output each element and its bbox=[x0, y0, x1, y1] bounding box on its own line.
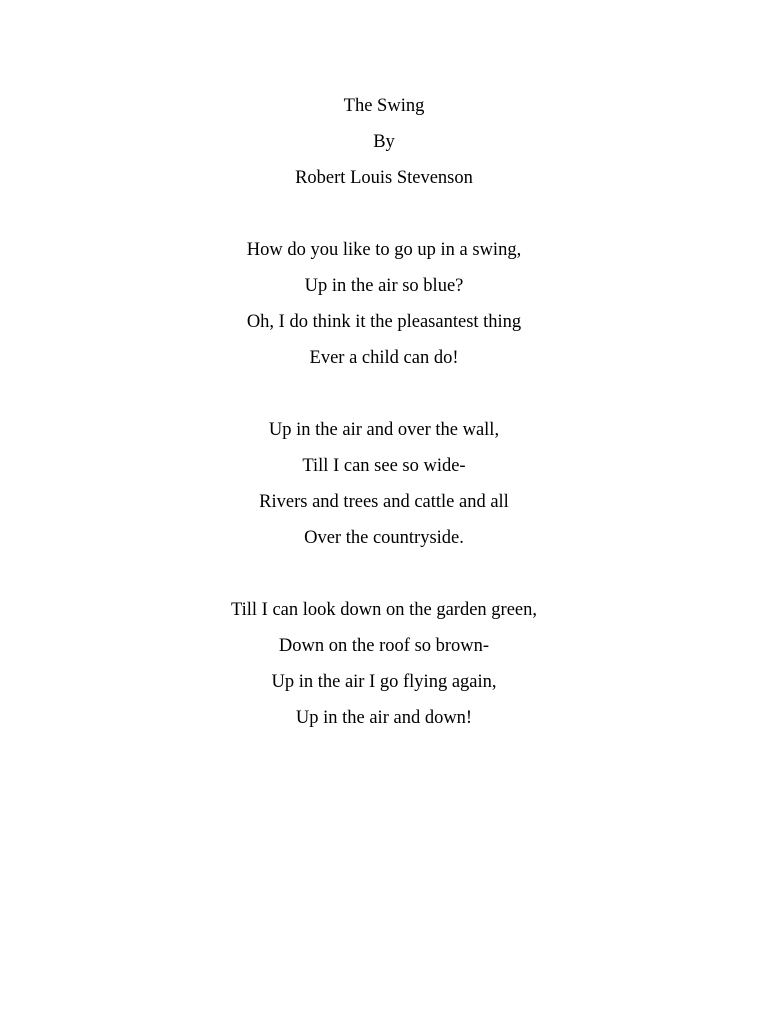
poem-title: The Swing bbox=[343, 96, 425, 116]
poem-line: Up in the air I go flying again, bbox=[271, 672, 497, 692]
poem-line: Up in the air and down! bbox=[295, 708, 473, 728]
stanza-2 bbox=[0, 412, 768, 556]
poem-line: Over the countryside. bbox=[304, 528, 464, 548]
stanza-spacer bbox=[0, 376, 768, 412]
stanza-3 bbox=[0, 592, 768, 736]
poem-line: Oh, I do think it the pleasantest thing bbox=[246, 312, 522, 332]
stanza-spacer bbox=[0, 556, 768, 592]
poem-line: Down on the roof so brown- bbox=[278, 636, 490, 656]
poem-line: Till I can see so wide- bbox=[302, 456, 466, 476]
byline-label: By bbox=[373, 132, 395, 152]
poem-line: Ever a child can do! bbox=[309, 348, 459, 368]
poem-line: Till I can look down on the garden green, bbox=[230, 600, 538, 620]
author-name: Robert Louis Stevenson bbox=[295, 168, 473, 188]
poem-line: How do you like to go up in a swing, bbox=[246, 240, 522, 260]
poem bbox=[0, 88, 768, 736]
stanza-1 bbox=[0, 232, 768, 376]
stanza-spacer bbox=[0, 196, 768, 232]
poem-line: Up in the air and over the wall, bbox=[268, 420, 500, 440]
poem-line: Rivers and trees and cattle and all bbox=[259, 492, 509, 512]
poem-line: Up in the air so blue? bbox=[304, 276, 464, 296]
